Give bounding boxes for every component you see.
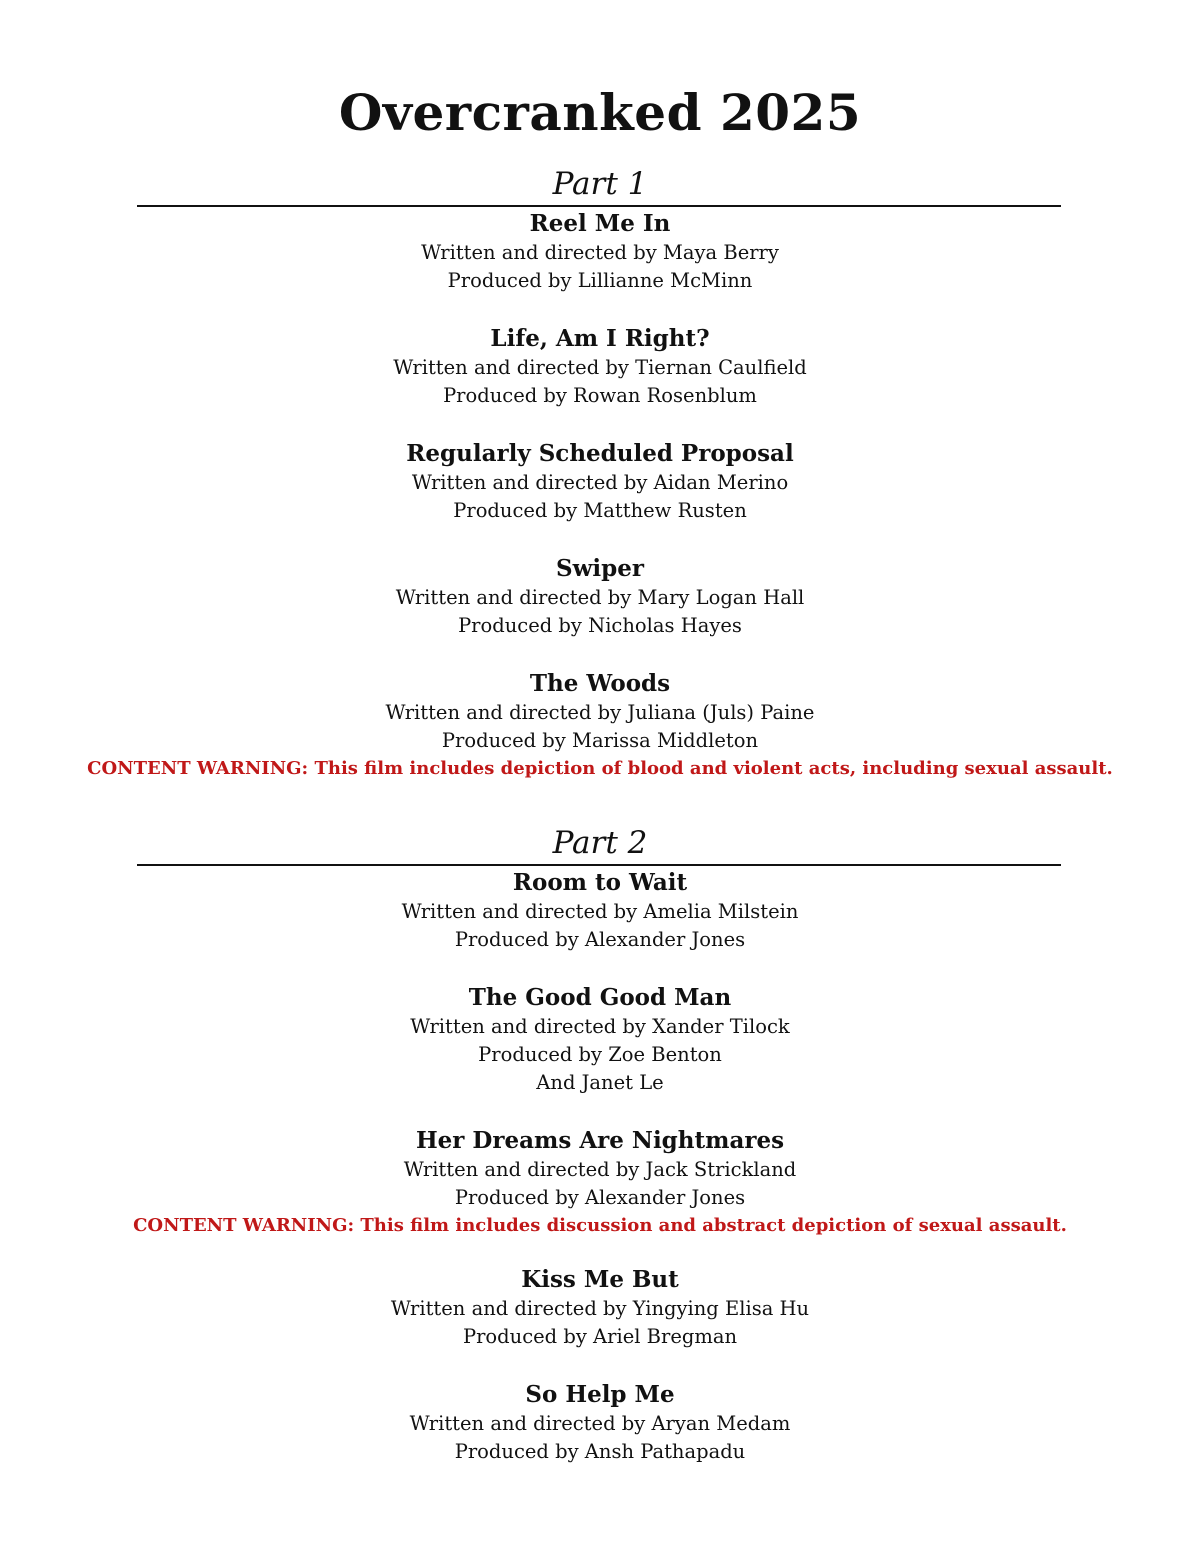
film-credit-writer-director: Written and directed by Juliana (Juls) Paine	[385, 701, 815, 724]
film-title: Swiper	[556, 555, 644, 582]
film-credit-writer-director: Written and directed by Mary Logan Hall	[395, 586, 805, 609]
film-entry-regularly-scheduled-proposal	[0, 439, 1200, 525]
film-credit-co-producer: And Janet Le	[536, 1071, 664, 1094]
part-1-divider	[137, 205, 1061, 207]
film-title: So Help Me	[525, 1381, 675, 1408]
film-credit-producer: Produced by Ansh Pathapadu	[454, 1440, 746, 1463]
film-entry-the-good-good-man	[0, 983, 1200, 1097]
film-entry-her-dreams-are-nightmares	[0, 1126, 1200, 1240]
part-1-heading: Part 1	[552, 166, 648, 202]
film-credit-producer: Produced by Marissa Middleton	[441, 729, 759, 752]
film-credit-writer-director: Written and directed by Amelia Milstein	[401, 900, 799, 923]
film-title: Her Dreams Are Nightmares	[415, 1127, 785, 1154]
content-warning: CONTENT WARNING: This film includes depiction of blood and violent acts, including sexual assault.	[87, 758, 1113, 779]
film-credit-writer-director: Written and directed by Yingying Elisa Hu	[390, 1297, 810, 1320]
page-title: Overcranked 2025	[338, 83, 862, 142]
film-title: The Woods	[529, 670, 671, 697]
film-title: Room to Wait	[512, 869, 688, 896]
film-credit-producer: Produced by Zoe Benton	[478, 1043, 722, 1066]
film-entry-kiss-me-but	[0, 1265, 1200, 1351]
film-entry-so-help-me	[0, 1380, 1200, 1466]
film-title: Reel Me In	[529, 210, 671, 237]
film-credit-writer-director: Written and directed by Xander Tilock	[410, 1015, 790, 1038]
film-title: Kiss Me But	[521, 1266, 679, 1293]
film-credit-producer: Produced by Alexander Jones	[454, 1186, 746, 1209]
film-entry-life-am-i-right	[0, 324, 1200, 410]
film-entry-swiper	[0, 554, 1200, 640]
film-credit-producer: Produced by Rowan Rosenblum	[443, 384, 757, 407]
film-credit-producer: Produced by Ariel Bregman	[462, 1325, 738, 1348]
part-2-divider	[137, 864, 1061, 866]
content-warning: CONTENT WARNING: This film includes discussion and abstract depiction of sexual assault.	[133, 1215, 1067, 1236]
film-title: Regularly Scheduled Proposal	[406, 440, 794, 467]
film-credit-writer-director: Written and directed by Aryan Medam	[409, 1412, 791, 1435]
film-entry-the-woods	[0, 669, 1200, 783]
part-2-heading: Part 2	[552, 825, 648, 861]
film-title: The Good Good Man	[468, 984, 732, 1011]
film-entry-room-to-wait	[0, 868, 1200, 954]
film-credit-writer-director: Written and directed by Jack Strickland	[403, 1158, 797, 1181]
film-credit-producer: Produced by Matthew Rusten	[453, 499, 747, 522]
film-credit-writer-director: Written and directed by Aidan Merino	[411, 471, 789, 494]
film-credit-writer-director: Written and directed by Tiernan Caulfield	[393, 356, 807, 379]
film-credit-writer-director: Written and directed by Maya Berry	[421, 241, 779, 264]
film-title: Life, Am I Right?	[490, 325, 710, 352]
film-entry-reel-me-in	[0, 209, 1200, 295]
film-credit-producer: Produced by Lillianne McMinn	[447, 269, 753, 292]
film-credit-producer: Produced by Alexander Jones	[454, 928, 746, 951]
film-credit-producer: Produced by Nicholas Hayes	[458, 614, 742, 637]
